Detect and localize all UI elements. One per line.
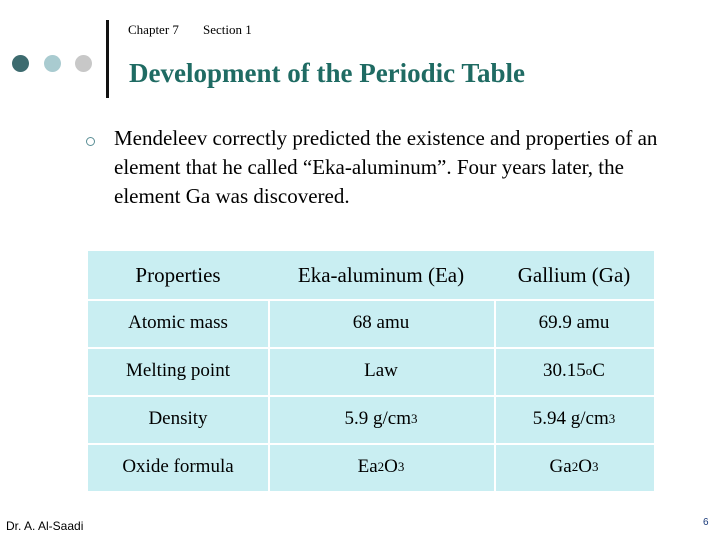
table-row (88, 443, 654, 491)
comparison-table (88, 251, 654, 491)
chapter-label: Chapter 7 (128, 22, 179, 37)
row-eka-value: Law (364, 360, 398, 381)
header-properties: Properties (135, 262, 221, 287)
row-eka-value: Ea 2 O 3 (357, 456, 405, 477)
table-divider (268, 299, 270, 491)
row-gallium-value: Ga 2 O 3 (549, 456, 599, 477)
table-divider (88, 299, 654, 301)
header-eka-aluminum: Eka-aluminum (Ea) (297, 262, 465, 287)
slide-title: Development of the Periodic Table (129, 58, 525, 88)
row-property: Atomic mass (128, 312, 228, 333)
row-gallium-value: 5.94 g/cm 3 (532, 408, 616, 429)
table-row (88, 395, 654, 443)
decor-dot-light-icon (44, 55, 61, 72)
table-header-row (88, 251, 654, 299)
bullet-text: Mendeleev correctly predicted the existence and properties of an element that he called “Eka-aluminum”. Four years later, the element Ga was discovered. (114, 126, 658, 208)
section-label: Section 1 (203, 22, 252, 37)
table-row (88, 347, 654, 395)
decor-dot-dark-icon (12, 55, 29, 72)
header-gallium: Gallium (Ga) (517, 262, 631, 287)
table-divider (88, 347, 654, 349)
row-eka-value: 68 amu (352, 312, 410, 333)
page-number: 6 (703, 517, 709, 528)
row-gallium-value: 69.9 amu (538, 312, 610, 333)
row-gallium-value: 30.15 o C (543, 360, 605, 381)
decor-dot-gray-icon (75, 55, 92, 72)
row-property: Oxide formula (122, 456, 234, 477)
row-property: Melting point (126, 360, 230, 381)
row-eka-value: 5.9 g/cm 3 (344, 408, 418, 429)
bullet-icon (86, 137, 95, 146)
footer-author: Dr. A. Al-Saadi (6, 519, 84, 533)
row-property: Density (148, 408, 208, 429)
table-row (88, 299, 654, 347)
table-divider (88, 395, 654, 397)
table-divider (88, 443, 654, 445)
table-divider (494, 299, 496, 491)
title-divider (106, 20, 109, 98)
